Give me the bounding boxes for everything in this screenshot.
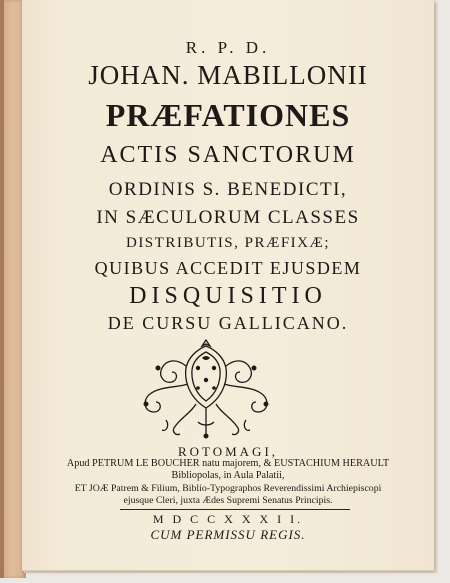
imprint-city: ROTOMAGI, [177,444,279,459]
imprint-publisher-1: Apud PETRUM LE BOUCHER natu majorem, & EUSTACHIUM HERAULT [66,458,390,469]
title-line-9: DISQUISITIO [129,283,327,309]
title-line-7: DISTRIBUTIS, PRÆFIXÆ; [125,235,331,251]
imprint-permission: CUM PERMISSU REGIS. [150,527,306,542]
imprint-publisher-4: ejusque Cleri, juxta Ædes Supremi Senatus Principis. [123,495,333,506]
imprint-publisher-2: Bibliopolas, in Aula Palatii, [171,470,285,481]
imprint-publisher-3: ET JOÆ Patrem & Filium, Biblio-Typographos Reverendissimi Archiepiscopi [74,483,382,494]
title-line-4: ACTIS SANCTORUM [100,142,356,168]
imprint-rule [120,509,350,510]
title-line-5: ORDINIS S. BENEDICTI, [108,179,348,200]
author-name: JOHAN. MABILLONII [88,60,368,90]
imprint-date: M D C C X X X I I. [152,512,304,526]
crest-ornament-icon [136,338,276,440]
main-title: PRÆFATIONES [105,97,351,133]
title-line-8: QUIBUS ACCEDIT EJUSDEM [94,258,362,278]
title-line-6: IN SÆCULORUM CLASSES [96,207,360,228]
title-line-10: DE CURSU GALLICANO. [107,313,349,333]
author-prefix: R. P. D. [185,38,271,57]
